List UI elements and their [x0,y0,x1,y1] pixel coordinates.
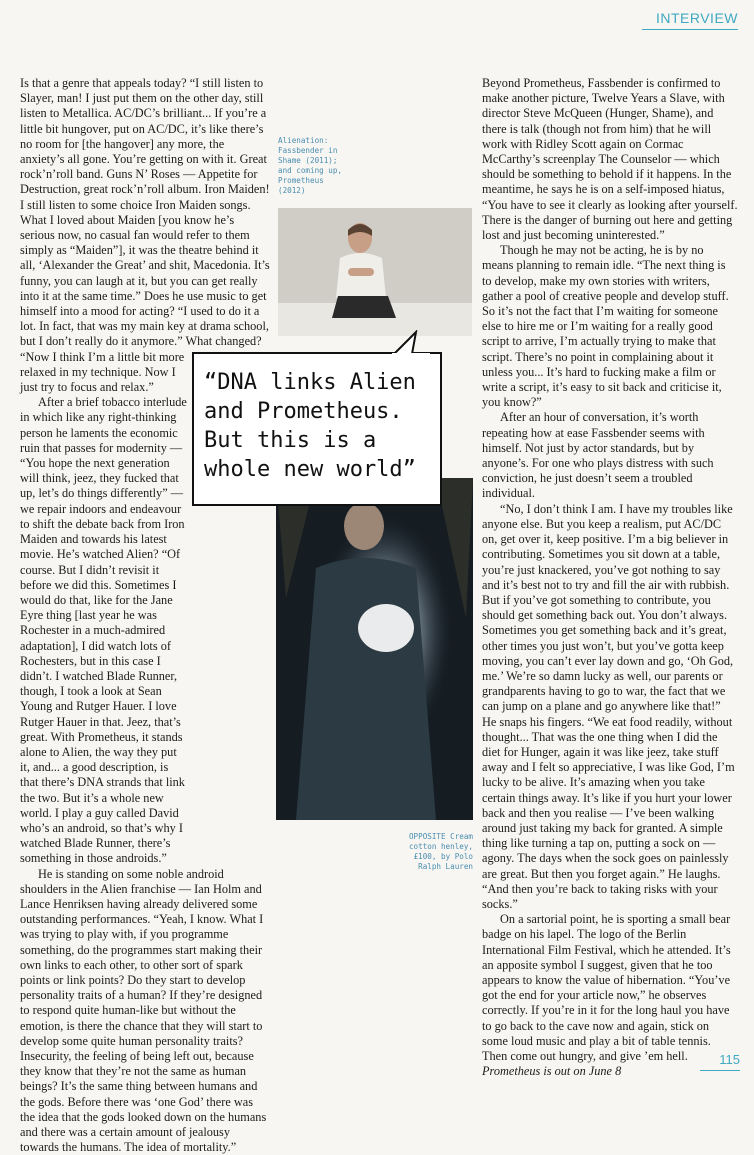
photo-caption-bottom: OPPOSITE Cream cotton henley, £100, by Polo Ralph Lauren [408,832,473,871]
pull-quote: “DNA links Alien and Prometheus. But this is a whole new world” [204,370,416,482]
left-column [20,76,270,1155]
section-label: INTERVIEW [655,10,738,26]
right-paragraph-5: On a sartorial point, he is sporting a small bear badge on his lapel. The logo of the Berlin International Film Festival, which he attended. It’s an apposite symbol I suggest, given that he too appears to know the value of hibernation. “You’ve got the end for your article now,” he observes correctly. If you’re in it for the long haul you have to go back to the cave now and again, stick on some loud music and play a bit of table tennis. Then come out hungry, and give ’em hell. [482,912,731,1063]
right-column [482,76,738,1079]
right-paragraph-2: Though he may not be acting, he is by no means planning to remain idle. “The next thing is to develop, make my own stories with writers, gather a pool of creative people and develop stuff. So it’s not the fact that I’m waiting for someone else to hire me or I’m waiting for a really good script to arrive, I’m actually trying to make that script. There’s no point in complaining about it unless you... It’s hard to fucking make a film or write a script, it’s easy to sit back and criticise it, you know?” [482,243,729,410]
page-number [700,1052,740,1071]
section-header [642,10,738,30]
photo-caption-top: Alienation: Fassbender in Shame (2011); and coming up, Prometheus (2012) [278,136,343,195]
shame-still-illustration [278,208,472,336]
left-paragraph-2: “Now I think I’m a little bit more relaxed in my technique. Now I just try to focus and relax.” [20,349,185,395]
prometheus-still-illustration [276,478,473,820]
release-date-line: Prometheus is out on June 8 [482,1064,622,1079]
left-paragraph-4: He is standing on some noble android shoulders in the Alien franchise — Ian Holm and Lance Henriksen having already delivered some outstanding performances. “Yeah, I know. What I was trying to play with, if you programme something, do the programmes start making their own links to each other, to other sort of spark points or link points? Do they start to develop personality traits of a human? If they’re designed to respond quite human-like but without the emotion, is there the chance that they will start to develop some quite human personality traits? Insecurity, the feeling of being left out, because they know that they’re not the same as human beings? It’s the same thing between humans and the gods. Before there was ‘one God’ there was the idea that the gods looked down on the humans and there was a certain amount of jealousy towards the humans. The idea of mortality.” [20,866,267,1155]
pull-quote-box [192,352,442,506]
right-paragraph-3: After an hour of conversation, it’s worth repeating how at ease Fassbender seems with himself. Not just by actor standards, but by anyone’s. For one who plays distress with such conviction, he just doesn’t seem a troubled individual. [482,410,714,501]
left-paragraph-3: After a brief tobacco interlude in which like any right-thinking person he laments the economic ruin that passes for modernity — “You hope the next generation will think, jeez, they fucked that up, let’s do things differently” — we repair indoors and endeavour to shift the debate back from Iron Maiden and towards his latest movie. He’s watched Alien? “Of course. But I didn’t revisit it before we did this. Sometimes I would do that, like for the Jane Eyre thing [last year he was Rochester in a much-admired adaptation], I did watch lots of Rochesters, but in this case I didn’t. I watched Blade Runner, though, I took a look at Sean Young and Rutger Hauer. I love Rutger Hauer in that. Jeez, that’s great. With Prometheus, it stands alone to Alien, the way they put it, and... a good description, is that there’s DNA strands that link the two. But it’s a whole new world. I play a guy called David who’s an android, so that’s why I watched Blade Runner, there’s something in those androids.” [20,395,187,866]
right-paragraph-4: “No, I don’t think I am. I have my troubles like anyone else. But you keep a realism, put AC/DC on, get over it, keep positive. I’m a big believer in contributing. Sometimes you sit down at a table, you’re just knackered, you’ve got nothing to say and it’s best not to try and fill the air with rubbish. But if you’ve got something to contribute, you should get something back out. You don’t always. Sometimes you get something back and it’s great, other times you just won’t, but you’ve gotta keep moving, you can’t ever lay down and go, ‘Oh God, me.’ We’re so damn lucky as well, our parents or grandparents having to go to war, the fact that we can jump on a plane and go anywhere like that!” He snaps his fingers. “We eat food readily, without thought... That was the one thing when I did the diet for Hunger, again it was like jeez, take stuff away and I felt so appreciative, I was like God, I’m lucky to be alive. It’s amazing when you take certain things away. It’s like if you hurt your lower back and then you realise — I’ve been walking around just taking my back for granted. A simple thing like turning a tap on, putting a sock on — agony. The days when the sock goes on painlessly are great. But then you forget again.” He laughs. “And then you’re back to taking risks with your socks.” [482,501,735,911]
page-number-text: 115 [719,1052,740,1067]
photo-prometheus-still [276,478,473,820]
left-paragraph-1: Is that a genre that appeals today? “I still listen to Slayer, man! I just put them on the other day, still listen to Metallica. AC/DC’s brilliant... If you’re a little bit hungover, put on AC/DC, it’s like there’s no room for [the hangover] any more, the anxiety’s all gone. You’re getting on with it. Great rock’n’roll band. Guns N’ Roses — Appetite for Destruction, great rock’n’roll album. Iron Maiden! I still listen to some choice Iron Maiden songs. What I loved about Maiden [you know he’s serious now, no casual fan would refer to them simply as “Maiden”], it was the theatre behind it all, ‘Alexander the Great’ and shit, Macedonia. It’s funny, you can laugh at it, but you can get really into it at the same time.” Does he use music to get himself into a mood for acting? “I used to do it a lot. In fact, that was my main key at drama school, but I don’t really do it anymore.” What changed? [20,76,270,349]
speech-bubble-tail [392,330,432,356]
photo-shame-still [278,208,472,336]
right-paragraph-1: Beyond Prometheus, Fassbender is confirmed to make another picture, Twelve Years a Slave, with director Steve McQueen (Hunger, Shame), and there is talk (though not from him) that he will work with Ridley Scott again on Cormac McCarthy’s screenplay The Counselor — which should be something to behold if it happens. In the meantime, he says he is on a self-imposed hiatus, “You have to see it clearly as looking after yourself. There is the danger of burning out here and getting lost and just becoming uninterested.” [482,76,738,243]
page-number-rule [700,1070,740,1071]
header-rule [642,29,738,30]
